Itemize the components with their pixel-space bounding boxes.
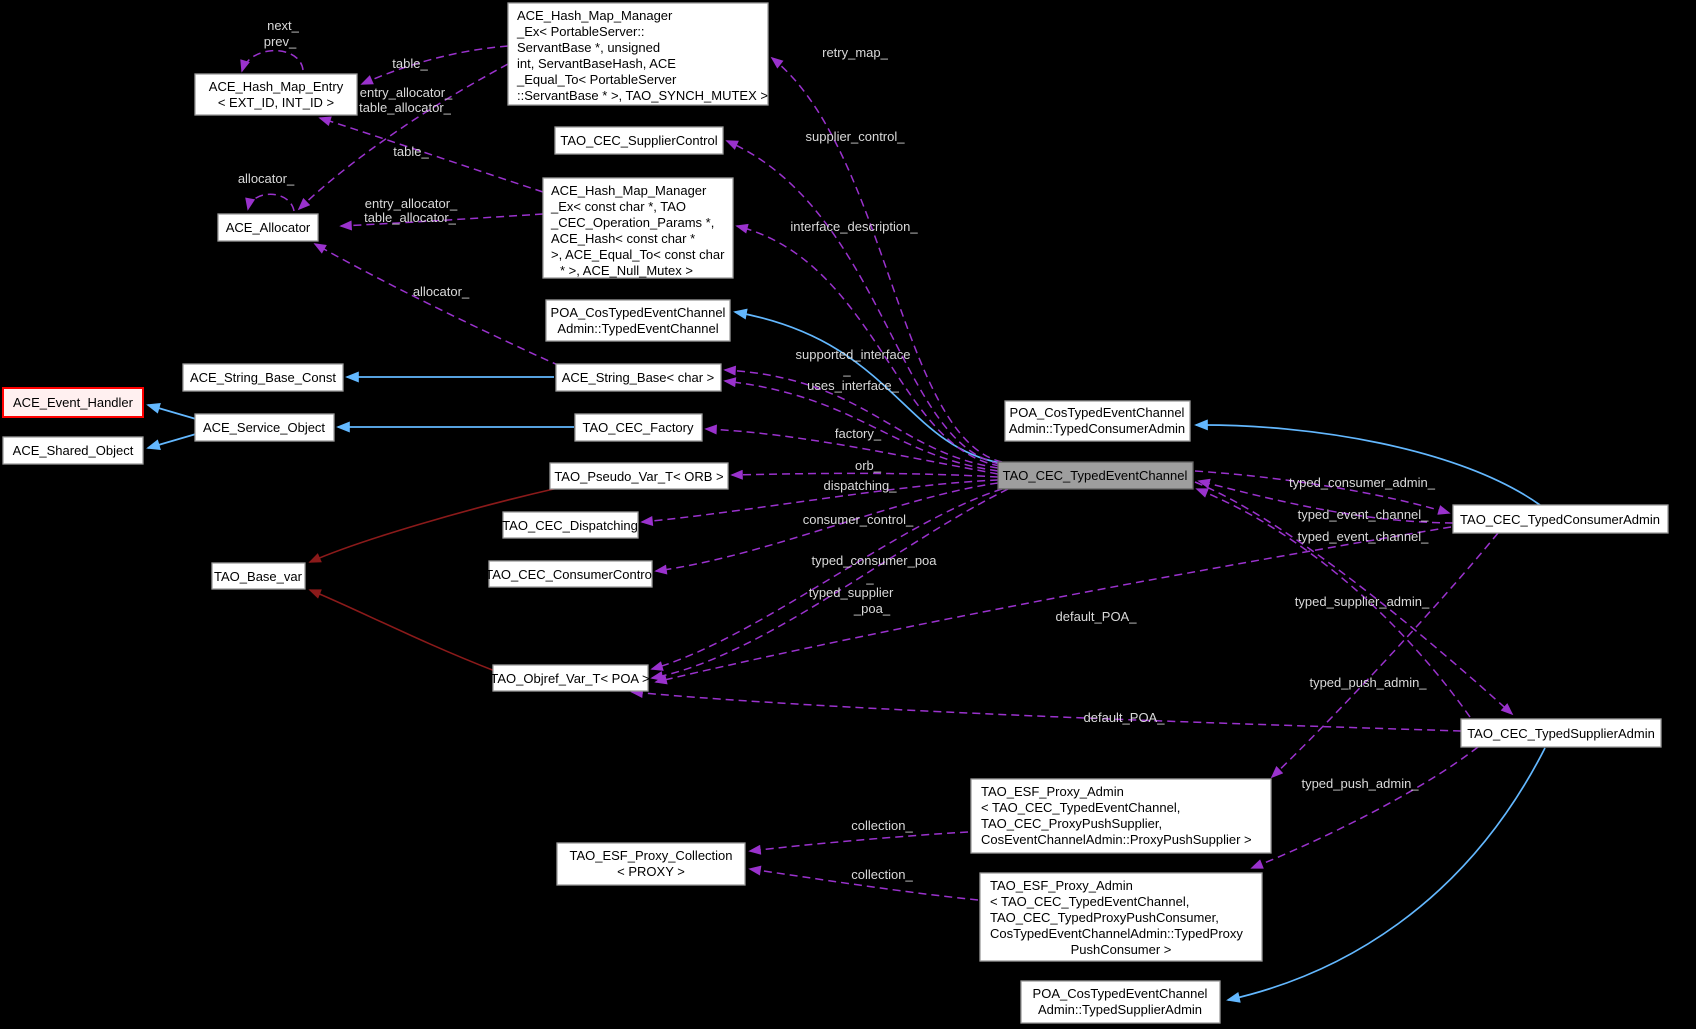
node-label: TAO_CEC_TypedEventChannel: [1002, 468, 1188, 483]
node-label: < TAO_CEC_TypedEventChannel,: [981, 800, 1181, 815]
edge-orb: [732, 473, 998, 477]
edge-label-table-allocator-top: table_allocator_: [359, 100, 451, 115]
node-label: PushConsumer >: [1070, 942, 1172, 957]
node-tao-cec-dispatching[interactable]: [502, 512, 638, 538]
node-label: ACE_Hash< const char *: [551, 231, 696, 246]
node-tao-objref-var-t-poa[interactable]: [490, 665, 649, 691]
edge-label-table-mid: table_: [393, 144, 429, 159]
node-ace-hash-map-entry[interactable]: [195, 74, 357, 115]
edge-label-typed-event-channel-1: typed_event_channel_: [1297, 507, 1429, 522]
node-label: TAO_Pseudo_Var_T< ORB >: [554, 469, 724, 484]
edge-label-table-top: table_: [392, 56, 428, 71]
node-label: ACE_Hash_Map_Manager: [517, 8, 673, 23]
node-label: CosTypedEventChannelAdmin::TypedProxy: [990, 926, 1243, 941]
node-tao-pseudo-var-t-orb[interactable]: [550, 463, 728, 489]
node-tao-esf-proxy-collection[interactable]: [557, 843, 745, 885]
edge-label-collection-1: collection_: [851, 818, 913, 833]
edge-supplier-control: [727, 141, 1000, 464]
edge-collection-1: [750, 832, 968, 851]
edge-label-allocator-loop: allocator_: [237, 171, 295, 186]
node-label: TAO_CEC_Dispatching: [502, 518, 638, 533]
node-label: POA_CosTypedEventChannel: [550, 305, 726, 320]
edge-objref-var-inherits-base-var: [310, 590, 495, 671]
node-label: ::ServantBase * >, TAO_SYNCH_MUTEX >: [517, 88, 768, 103]
node-ace-string-base-char[interactable]: [556, 364, 721, 391]
node-label: _CEC_Operation_Params *,: [551, 215, 715, 230]
node-label: < PROXY >: [617, 864, 685, 879]
edge-label-factory: factory_: [834, 426, 882, 441]
node-ace-string-base-const[interactable]: [183, 364, 343, 391]
node-label: ACE_Hash_Map_Manager: [551, 183, 707, 198]
node-label: TAO_Objref_Var_T< POA >: [490, 671, 650, 686]
node-ace-event-handler[interactable]: [3, 388, 143, 417]
node-label: ACE_String_Base< char >: [561, 370, 715, 385]
node-tao-cec-typed-consumer-admin[interactable]: [1453, 505, 1668, 533]
edge-label-prev: prev_: [263, 34, 297, 49]
edge-label-interface-description: interface_description_: [790, 219, 918, 234]
node-ace-allocator[interactable]: [218, 214, 318, 241]
edge-label-uses-interface: uses_interface_: [807, 378, 899, 393]
node-label: _Equal_To< PortableServer: [517, 72, 677, 87]
edge-service-object-inherits-event-handler: [148, 405, 196, 419]
node-tao-esf-proxy-admin-typed-push-consumer[interactable]: [980, 873, 1262, 961]
edge-label-typed-supplier-admin: typed_supplier_admin_: [1294, 594, 1430, 609]
node-label: int, ServantBaseHash, ACE: [517, 56, 676, 71]
node-label: ACE_Service_Object: [202, 420, 326, 435]
node-label: ACE_Shared_Object: [12, 443, 134, 458]
node-label: _Ex< PortableServer::: [517, 24, 645, 39]
edge-label-orb: orb_: [854, 458, 882, 473]
node-ace-hash-map-manager-ex-ops[interactable]: [543, 178, 733, 278]
node-label: TAO_CEC_ProxyPushSupplier,: [981, 816, 1163, 831]
node-label: Admin::TypedConsumerAdmin: [1008, 421, 1186, 436]
node-label: TAO_CEC_ConsumerControl: [485, 567, 655, 582]
node-ace-shared-object[interactable]: [3, 437, 143, 464]
edge-label-allocator-string: allocator_: [412, 284, 470, 299]
edge-label-next: next_: [267, 18, 299, 33]
node-tao-esf-proxy-admin-push-supplier[interactable]: [971, 779, 1271, 853]
edge-labels: [238, 18, 1436, 882]
node-label: POA_CosTypedEventChannel: [1009, 405, 1185, 420]
edge-label-default-poa-2: default_POA_: [1083, 710, 1165, 725]
edge-label-typed-supplier-poa: typed_supplier: [808, 585, 894, 600]
node-label: < EXT_ID, INT_ID >: [217, 95, 335, 110]
node-tao-cec-consumer-control[interactable]: [485, 561, 655, 587]
node-label: ACE_Event_Handler: [13, 395, 133, 410]
node-poa-typed-consumer-admin[interactable]: [1005, 401, 1190, 441]
node-ace-hash-map-manager-ex-servant[interactable]: [508, 3, 768, 105]
node-label: ACE_String_Base_Const: [190, 370, 336, 385]
edge-label-typed-consumer-poa-wrap: _: [866, 570, 874, 585]
edge-label-table-allocator-mid: table_allocator_: [364, 210, 456, 225]
edge-label-retry-map: retry_map_: [822, 45, 888, 60]
edge-allocator-self-arc: [248, 194, 294, 211]
edge-label-supported-interface-wrap: _: [843, 362, 851, 377]
edge-label-typed-consumer-admin: typed_consumer_admin_: [1289, 475, 1435, 490]
node-label: Admin::TypedEventChannel: [557, 321, 719, 336]
node-label: TAO_CEC_SupplierControl: [560, 133, 718, 148]
edge-label-typed-consumer-poa: typed_consumer_poa: [811, 553, 937, 568]
edge-label-entry-allocator-mid: entry_allocator_: [364, 196, 458, 211]
edge-label-collection-2: collection_: [851, 867, 913, 882]
node-label: * >, ACE_Null_Mutex >: [560, 263, 693, 278]
edge-service-object-inherits-shared-object: [148, 434, 196, 448]
node-label: TAO_CEC_Factory: [582, 420, 694, 435]
node-label: TAO_ESF_Proxy_Collection: [569, 848, 733, 863]
edge-table-top: [362, 46, 508, 84]
edge-typed-push-admin-2: [1252, 747, 1478, 868]
edge-retry-map: [772, 58, 1002, 462]
node-poa-typed-event-channel[interactable]: [546, 300, 730, 341]
edge-label-typed-supplier-poa-wrap: _poa_: [853, 601, 891, 616]
edge-next-prev-self-loop: [242, 51, 303, 71]
node-label: TAO_CEC_TypedConsumerAdmin: [1460, 512, 1660, 527]
node-label: TAO_ESF_Proxy_Admin: [981, 784, 1124, 799]
node-tao-cec-supplier-control[interactable]: [555, 127, 723, 154]
edge-label-consumer-control: consumer_control_: [802, 512, 914, 527]
node-label: Admin::TypedSupplierAdmin: [1037, 1002, 1203, 1017]
edge-allocator-from-string-base: [315, 244, 560, 366]
node-label: ACE_Allocator: [225, 220, 311, 235]
node-label: < TAO_CEC_TypedEventChannel,: [990, 894, 1190, 909]
edge-label-default-poa-1: default_POA_: [1055, 609, 1137, 624]
node-label: ACE_Hash_Map_Entry: [208, 79, 344, 94]
node-tao-cec-typed-supplier-admin[interactable]: [1461, 719, 1661, 747]
edge-label-typed-push-admin-1: typed_push_admin_: [1309, 675, 1427, 690]
edge-label-supported-interface: supported_interface: [795, 347, 911, 362]
node-label: ServantBase *, unsigned: [517, 40, 661, 55]
edge-label-typed-push-admin-2: typed_push_admin_: [1301, 776, 1419, 791]
node-tao-cec-typed-event-channel[interactable]: [998, 462, 1193, 489]
edge-table-mid: [320, 118, 543, 192]
node-label: TAO_CEC_TypedProxyPushConsumer,: [990, 910, 1219, 925]
node-ace-service-object[interactable]: [195, 414, 334, 441]
edge-label-entry-allocator-top: entry_allocator_: [359, 85, 453, 100]
node-label: TAO_Base_var: [214, 569, 302, 584]
node-tao-base-var[interactable]: [212, 563, 305, 589]
node-label: >, ACE_Equal_To< const char: [551, 247, 725, 262]
node-label: _Ex< const char *, TAO: [551, 199, 686, 214]
node-label: CosEventChannelAdmin::ProxyPushSupplier >: [981, 832, 1252, 847]
node-poa-typed-supplier-admin[interactable]: [1021, 981, 1220, 1023]
node-tao-cec-factory[interactable]: [575, 414, 702, 441]
edge-label-supplier-control: supplier_control_: [805, 129, 905, 144]
node-label: TAO_CEC_TypedSupplierAdmin: [1467, 726, 1655, 741]
edge-label-dispatching: dispatching_: [823, 478, 897, 493]
edge-label-typed-event-channel-2: typed_event_channel_: [1297, 529, 1429, 544]
node-label: TAO_ESF_Proxy_Admin: [990, 878, 1133, 893]
node-label: POA_CosTypedEventChannel: [1032, 986, 1208, 1001]
